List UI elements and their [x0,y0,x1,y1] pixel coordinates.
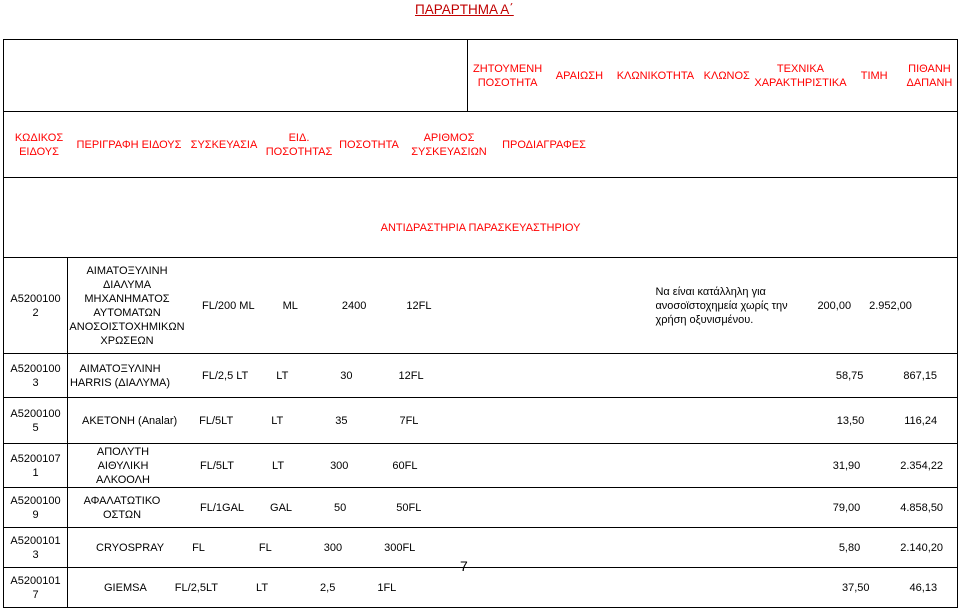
item-package-count: 50FL [396,501,422,514]
item-code: A5200100 5 [4,398,68,444]
table-row [4,354,958,398]
item-price: 5,80 [838,541,861,554]
item-price: 31,90 [832,459,861,472]
header-package-count: ΑΡΙΘΜΟΣ ΣΥΣΚΕΥΑΣΙΩΝ [411,131,487,158]
header-bottom-row [4,112,958,178]
item-code: A5200101 7 [4,568,68,608]
item-package-count: 7FL [399,414,419,427]
header-clonality: ΚΛΩΝΙΚΟΤΗΤΑ [616,69,695,82]
item-code: A5200100 2 [4,258,68,354]
page-number: 7 [460,558,468,574]
document-title: ΠΑΡΑΡΤΗΜΑ Α΄ [415,2,514,17]
item-cost: 2.952,00 [869,299,912,312]
item-unit: FL [258,541,272,554]
item-code: A5200100 9 [4,488,68,528]
item-quantity: 30 [340,369,353,382]
item-code: A5200101 3 [4,528,68,568]
item-packaging: FL/2,5 LT [202,369,249,382]
item-packaging: FL/5LT [200,459,235,472]
item-quantity: 300 [323,541,343,554]
item-cost: 116,24 [904,414,938,427]
header-quantity: ΠΟΣΟΤΗΤΑ [339,138,399,151]
header-probable-cost: ΠΙΘΑΝΗ ΔΑΠΑΝΗ [906,62,953,89]
table-row [4,398,958,444]
item-description: ΑΦΑΛΑΤΩΤΙΚΟ ΟΣΤΩΝ [83,494,161,521]
item-description: CRYOSPRAY [96,541,165,554]
item-package-count: 12FL [406,299,432,312]
item-packaging: FL/2,5LT [174,581,219,594]
header-technical-specs: ΤΕΧΝΙΚΑ ΧΑΡΑΚΤΗΡΙΣΤΙΚΑ [754,62,847,89]
header-packaging: ΣΥΣΚΕΥΑΣΙΑ [190,138,258,151]
item-package-count: 300FL [384,541,416,554]
item-quantity: 2400 [341,299,367,312]
item-cost: 867,15 [903,369,938,382]
item-packaging: FL/1GAL [200,501,245,514]
item-unit: LT [272,459,285,472]
item-cost: 2.140,20 [900,541,944,554]
item-price: 200,00 [817,299,852,312]
item-packaging: FL/5LT [199,414,234,427]
item-unit: ML [282,299,298,312]
item-price: 37,50 [842,581,870,594]
item-specifications: Να είναι κατάλληλη για ανοσοϊστοχημεία χωρίς την χρήση οξυνισμένου. [655,285,788,326]
item-description: ΑΠΟΛΥΤΗ ΑΙΘΥΛΙΚΗ ΑΛΚΟΟΛΗ [96,445,150,486]
item-cost: 2.354,22 [900,459,944,472]
item-code: A5200107 1 [4,444,68,488]
header-price: ΤΙΜΗ [860,69,888,82]
table-row [4,528,958,568]
item-quantity: 35 [335,414,348,427]
item-description: ΑΚΕΤΟΝΗ (Analar) [82,414,178,427]
item-description: ΑΙΜΑΤΟΞΥΛΙΝΗ HARRIS (ΔΙΑΛΥΜΑ) [69,362,171,389]
item-price: 13,50 [836,414,865,427]
table-row [4,258,958,354]
table-row [4,568,958,608]
header-item-code: ΚΩΔΙΚΟΣ ΕΙΔΟΥΣ [14,131,64,158]
item-quantity: 300 [330,459,349,472]
item-package-count: 60FL [392,459,418,472]
item-packaging: FL/200 ML [202,299,255,312]
header-top-row [4,40,958,112]
item-unit: LT [256,581,269,594]
item-description: GIEMSA [104,581,147,594]
header-clone: ΚΛΩΝΟΣ [703,69,750,82]
item-cost: 46,13 [909,581,938,594]
item-description: ΑΙΜΑΤΟΞΥΛΙΝΗ ΔΙΑΛΥΜΑ ΜΗΧΑΝΗΜΑΤΟΣ ΑΥΤΟΜΑΤΩΝ ΑΝΟΣΟΙΣΤΟΧΗΜΙΚΩΝ ΧΡΩΣΕΩΝ [69,264,185,347]
table-row [4,488,958,528]
header-item-description: ΠΕΡΙΓΡΑΦΗ ΕΙΔΟΥΣ [76,138,182,151]
header-dilution: ΑΡΑΙΩΣΗ [555,69,604,82]
section-title: ΑΝΤΙΔΡΑΣΤΗΡΙΑ ΠΑΡΑΣΚΕΥΑΣΤΗΡΙΟΥ [4,178,958,258]
header-specifications: ΠΡΟΔΙΑΓΡΑΦΕΣ [502,138,586,151]
items-table [3,39,958,608]
item-price: 58,75 [835,369,864,382]
item-price: 79,00 [832,501,861,514]
item-unit: GAL [270,501,293,514]
item-unit: LT [271,414,284,427]
item-quantity: 2,5 [320,581,336,594]
item-quantity: 50 [334,501,347,514]
section-row [4,178,958,258]
item-package-count: 12FL [398,369,424,382]
item-package-count: 1FL [377,581,397,594]
table-row [4,444,958,488]
item-cost: 4.858,50 [900,501,944,514]
item-code: A5200100 3 [4,354,68,398]
header-quantity-type: ΕΙΔ. ΠΟΣΟΤΗΤΑΣ [265,131,333,158]
item-packaging: FL [192,541,205,554]
item-unit: LT [276,369,289,382]
header-requested-quantity: ΖΗΤΟΥΜΕΝΗ ΠΟΣΟΤΗΤΑ [473,62,543,89]
